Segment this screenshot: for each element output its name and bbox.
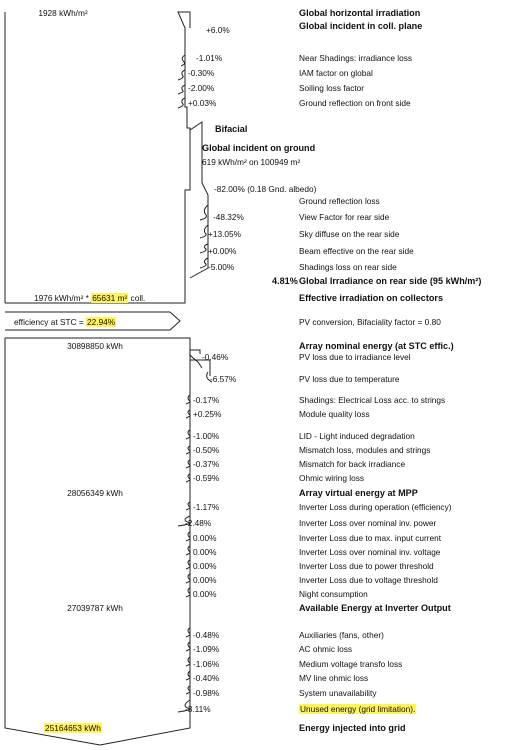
label-unused-energy — [299, 704, 416, 714]
label-inv-power-threshold: Inverter Loss due to power threshold — [299, 561, 434, 571]
label-iam: IAM factor on global — [299, 68, 373, 78]
label-injected: Energy injected into grid — [299, 723, 406, 733]
loss-pct-module-quality: +0.25% — [193, 409, 222, 419]
horizontal-irradiation-value: 1928 kWh/m² — [38, 8, 88, 18]
loss-pct-near-shadings: -1.01% — [196, 53, 223, 63]
array-nominal-value: 30898850 kWh — [67, 341, 123, 351]
loss-pct-auxiliaries: -0.48% — [193, 630, 220, 640]
available-energy-value: 27039787 kWh — [67, 603, 123, 613]
loss-pct-pv-temp: -6.57% — [210, 374, 237, 384]
ground-reflection-loss-label: Ground reflection loss — [299, 196, 380, 206]
loss-pct-pv-irr: -0.46% — [202, 352, 229, 362]
stc-efficiency-highlight: 22.94% — [87, 317, 116, 327]
rear-hook-2 — [200, 225, 208, 238]
label-shadings-elec: Shadings: Electrical Loss acc. to strings — [299, 395, 446, 405]
ground-incident-title: Global incident on ground — [202, 143, 316, 153]
label-soiling: Soiling loss factor — [299, 83, 365, 93]
loss-pct-inv-efficiency: -1.17% — [193, 502, 220, 512]
loss-pct-inv-voltage-threshold: 0.00% — [193, 575, 217, 585]
label-array-nominal: Array nominal energy (at STC effic.) — [299, 341, 454, 351]
ground-incident-value: 619 kWh/m² on 100949 m² — [202, 157, 301, 167]
loss-pct-ac-ohmic: -1.09% — [193, 644, 220, 654]
label-available-energy: Available Energy at Inverter Output — [299, 603, 451, 613]
label-inv-nom-power: Inverter Loss over nominal inv. power — [299, 518, 437, 528]
label-ground-reflection-front: Ground reflection on front side — [299, 98, 411, 108]
stc-efficiency-value — [14, 317, 116, 327]
loss-pct-shadings-elec: -0.17% — [193, 395, 220, 405]
label-global-horizontal: Global horizontal irradiation — [299, 8, 421, 18]
label-shadings-rear: Shadings loss on rear side — [299, 262, 397, 272]
label-pv-loss-irr: PV loss due to irradiance level — [299, 352, 411, 362]
array-flow-outline — [5, 338, 190, 745]
loss-pct-shadings-rear: -5.00% — [208, 262, 235, 272]
loss-pct-inv-max-current: 0.00% — [193, 533, 217, 543]
label-mv-transfo: Medium voltage transfo loss — [299, 659, 403, 669]
loss-hook-3 — [178, 85, 185, 94]
loss-pct-mv-line: -0.40% — [193, 673, 220, 683]
array-virtual-value: 28056349 kWh — [67, 488, 123, 498]
effective-irradiation-value — [34, 293, 145, 303]
injected-energy-highlight: 25164653 kWh — [45, 723, 101, 733]
label-unavailability: System unavailability — [299, 688, 377, 698]
irradiation-flow-outline — [5, 12, 190, 303]
loss-pct-beam-effective: +0.00% — [208, 246, 237, 256]
label-inv-max-current: Inverter Loss due to max. input current — [299, 533, 442, 543]
rear-hook-4 — [200, 258, 208, 268]
loss-pct-ohmic-wiring: -0.59% — [193, 473, 220, 483]
loss-pct-mismatch: -0.50% — [193, 445, 220, 455]
array-hook-2 — [190, 360, 212, 382]
ground-albedo-pct: -82.00% (0.18 Gnd. albedo) — [214, 184, 317, 194]
label-mismatch-back: Mismatch for back irradiance — [299, 459, 406, 469]
label-inv-nom-voltage: Inverter Loss over nominal inv. voltage — [299, 547, 441, 557]
label-ac-ohmic: AC ohmic loss — [299, 644, 353, 654]
loss-pct-lid: -1.00% — [193, 431, 220, 441]
loss-pct-iam: -0.30% — [188, 68, 215, 78]
stc-efficiency-label: efficiency at STC = — [14, 317, 87, 327]
label-global-irr-rear: Global Irradiance on rear side (95 kWh/m²) — [299, 276, 482, 286]
label-night: Night consumption — [299, 589, 368, 599]
label-view-factor: View Factor for rear side — [299, 212, 390, 222]
loss-pct-sky-diffuse: +13.05% — [208, 229, 241, 239]
rear-hook-3 — [200, 244, 208, 253]
rear-pct-value: 4.81% — [272, 276, 298, 286]
loss-pct-inv-nom-power: -2.48% — [185, 518, 212, 528]
rear-hook-1 — [200, 205, 208, 220]
collector-unit-text: coll. — [128, 293, 146, 303]
label-pv-conversion: PV conversion, Bifaciality factor = 0.80 — [299, 317, 441, 327]
label-ohmic-wiring: Ohmic wiring loss — [299, 473, 365, 483]
loss-pct-unavailability: -0.98% — [193, 688, 220, 698]
loss-hook-1 — [181, 55, 185, 66]
collector-area-highlight: 65631 m² — [92, 293, 128, 303]
label-lid: LID - Light induced degradation — [299, 431, 415, 441]
label-near-shadings: Near Shadings: irradiance loss — [299, 53, 412, 63]
unused-energy-highlight: Unused energy (grid limitation). — [300, 704, 416, 714]
loss-pct-view-factor: -48.32% — [213, 212, 244, 222]
label-mismatch: Mismatch loss, modules and strings — [299, 445, 431, 455]
label-inv-voltage-threshold: Inverter Loss due to voltage threshold — [299, 575, 438, 585]
label-array-virtual: Array virtual energy at MPP — [299, 488, 418, 498]
loss-hook-4 — [178, 98, 185, 108]
label-sky-diffuse: Sky diffuse on the rear side — [299, 229, 400, 239]
array-hook-1 — [190, 350, 202, 368]
loss-pct-night: 0.00% — [193, 589, 217, 599]
loss-hook-2 — [178, 70, 185, 80]
loss-pct-unused-energy: -3.11% — [185, 704, 211, 714]
label-effective-irradiation: Effective irradiation on collectors — [299, 293, 444, 303]
loss-pct-ground-reflection-front: +0.03% — [188, 98, 217, 108]
label-beam-effective: Beam effective on the rear side — [299, 246, 414, 256]
label-pv-loss-temp: PV loss due to temperature — [299, 374, 400, 384]
label-global-incident: Global incident in coll. plane — [299, 21, 423, 31]
effective-irradiation-text: 1976 kWh/m² * — [34, 293, 92, 303]
label-mv-line: MV line ohmic loss — [299, 673, 369, 683]
label-inv-efficiency: Inverter Loss during operation (efficiency) — [299, 502, 452, 512]
injected-energy-value — [44, 723, 102, 733]
incident-gain-pct: +6.0% — [206, 25, 230, 35]
loss-pct-mv-transfo: -1.06% — [193, 659, 220, 669]
bifacial-title: Bifacial — [215, 124, 248, 134]
loss-pct-soiling: -2.00% — [188, 83, 215, 93]
loss-pct-inv-power-threshold: 0.00% — [193, 561, 217, 571]
loss-pct-mismatch-back: -0.37% — [193, 459, 220, 469]
loss-pct-inv-nom-voltage: 0.00% — [193, 547, 217, 557]
label-auxiliaries: Auxiliaries (fans, other) — [299, 630, 384, 640]
label-module-quality: Module quality loss — [299, 409, 370, 419]
